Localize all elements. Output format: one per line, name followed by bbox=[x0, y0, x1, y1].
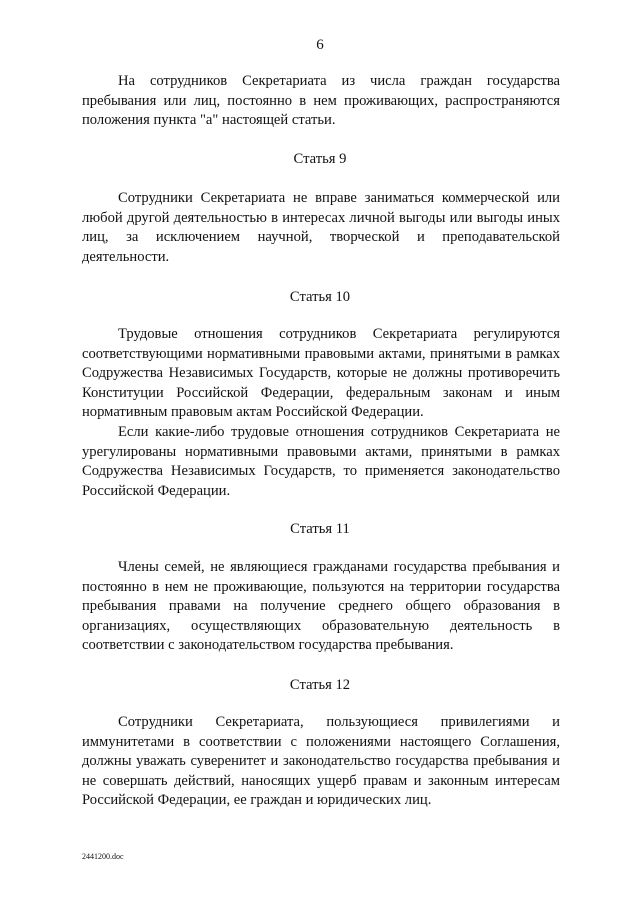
article-9-heading: Статья 9 bbox=[293, 151, 347, 167]
article-11-heading: Статья 11 bbox=[290, 521, 350, 537]
article-9-paragraph-1: Сотрудники Секретариата не вправе заниматься коммерческой или любой другой деятельностью в интересах личной выгоды или выгоды иных лиц, за исключением научной, творческой и преподавательской деятельности. bbox=[82, 190, 560, 265]
intro-paragraph: На сотрудников Секретариата из числа граждан государства пребывания или лиц, постоянно в нем проживающих, распространяются положения пункта "а" настоящей статьи. bbox=[82, 73, 560, 129]
article-12-paragraph-1: Сотрудники Секретариата, пользующиеся привилегиями и иммунитетами в соответствии с положениями настоящего Соглашения, должны уважать суверенитет и законодательство государства пребывания и не совершать действий, наносящих ущерб правам и законным интересам Российской Федерации, ее граждан и юридических лиц. bbox=[82, 714, 560, 809]
article-11-paragraph-1: Члены семей, не являющиеся гражданами государства пребывания и постоянно в нем не проживающие, пользуются на территории государства пребывания правами на получение среднего общего образования в организациях, осуществляющих образовательную деятельность в соответствии с законодательством государства пребывания. bbox=[82, 559, 560, 654]
intro-block bbox=[82, 72, 560, 131]
document-file-code: 2441200.doc bbox=[82, 852, 124, 861]
article-9-body bbox=[82, 189, 560, 267]
article-12-body bbox=[82, 713, 560, 811]
article-11-body bbox=[82, 558, 560, 656]
page-number: 6 bbox=[316, 37, 324, 53]
article-12-heading: Статья 12 bbox=[289, 677, 351, 693]
article-10-body bbox=[82, 325, 560, 501]
article-10-paragraph-1: Трудовые отношения сотрудников Секретариата регулируются соответствующими нормативными правовыми актами, принятыми в рамках Содружества Независимых Государств, которые не должны противоречить Конституции Российской Федерации, федеральным законам и иным нормативным правовым актам Российской Федерации. bbox=[82, 326, 560, 421]
article-10-heading: Статья 10 bbox=[289, 289, 351, 305]
article-10-paragraph-2: Если какие-либо трудовые отношения сотрудников Секретариата не урегулированы нормативными правовыми актами, принятыми в рамках Содружества Независимых Государств, то применяется законодательство Российской Федерации. bbox=[82, 423, 560, 499]
